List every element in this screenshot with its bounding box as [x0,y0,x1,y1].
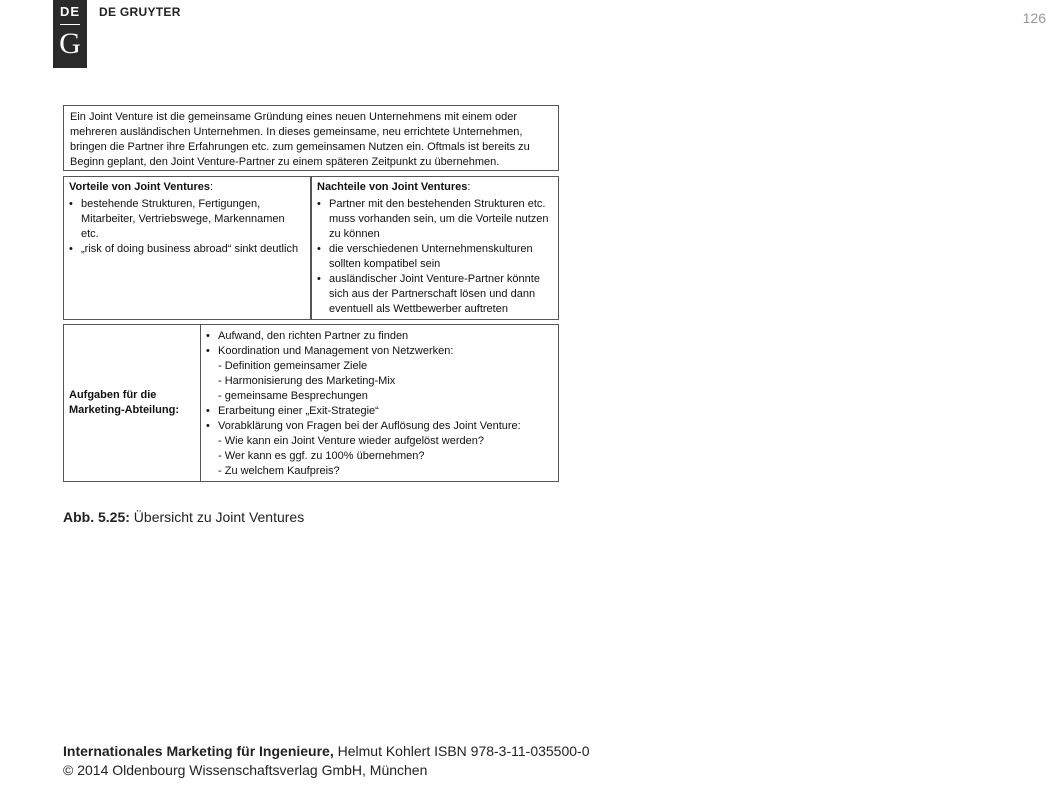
intro-box: Ein Joint Venture ist die gemeinsame Gründung eines neuen Unternehmens mit einem oder mehreren ausländischen Unternehmen. In dieses gemeinsame, neu errichtete Unternehmen, bringen die Partner ihre Erfahrungen etc. zum gemeinsamen Nutzen ein. Oftmals ist bereits zu Beginn geplant, den Joint Venture-Partner zu einem späteren Zeitpunkt zu übernehmen. [63,105,559,171]
sub-item: - Harmonisierung des Marketing-Mix [218,375,396,387]
cons-box: Nachteile von Joint Ventures: • Partner mit den bestehenden Strukturen etc. muss vorhanden sein, um die Vorteile nutzen zu können • die verschiedenen Unternehmenskulturen sollten kompatibel sein • ausländischer Joint Venture-Partner könnte sich aus der Partnerschaft lösen und dann eventuell als Wettbewerber auftreten [311,176,559,320]
cons-title: Nachteile von Joint Ventures [317,181,468,193]
caption-label: Abb. 5.25: [63,509,130,525]
sub-item: - gemeinsame Besprechungen [218,390,368,402]
list-item: • die verschiedenen Unternehmenskulturen sollten kompatibel sein [317,242,553,272]
sub-item: - Wie kann ein Joint Venture wieder aufgelöst werden? [218,435,484,447]
logo-bottom-text: G [59,27,81,60]
publisher-name: DE GRUYTER [99,5,181,19]
tasks-box [201,324,559,482]
list-item [206,344,553,404]
sub-item: - Wer kann es ggf. zu 100% übernehmen? [218,450,425,462]
tasks-label [63,324,201,482]
pros-box: Vorteile von Joint Ventures: • bestehende Strukturen, Fertigungen, Mitarbeiter, Vertriebswege, Markennamen etc. • „risk of doing business abroad“ sinkt deutlich [63,176,311,320]
copyright: © 2014 Oldenbourg Wissenschaftsverlag GmbH, München [63,762,428,778]
list-item: • Aufwand, den richten Partner zu finden [206,329,553,344]
tasks-label-text: Aufgaben für die Marketing-Abteilung: [69,389,179,416]
list-item: • bestehende Strukturen, Fertigungen, Mitarbeiter, Vertriebswege, Markennamen etc. [69,197,305,242]
list-item: • Partner mit den bestehenden Strukturen etc. muss vorhanden sein, um die Vorteile nutzen zu können [317,197,553,242]
book-info: Helmut Kohlert ISBN 978-3-11-035500-0 [337,743,590,759]
list-item [206,419,553,479]
sub-item: - Definition gemeinsamer Ziele [218,360,368,372]
de-gruyter-logo [53,0,87,68]
list-item: • Erarbeitung einer „Exit-Strategie“ [206,404,553,419]
pros-title: Vorteile von Joint Ventures [69,181,210,193]
list-item-text: • Vorabklärung von Fragen bei der Auflösung des Joint Venture: [218,420,521,432]
page-number: 126 [1022,10,1046,26]
list-item: • „risk of doing business abroad“ sinkt deutlich [69,242,305,257]
pros-list [69,197,305,257]
cons-list [317,197,553,317]
list-item-text: • Koordination und Management von Netzwerken: [218,345,454,357]
logo-divider [60,24,80,25]
footer [63,742,590,780]
caption-text: Übersicht zu Joint Ventures [133,509,305,525]
book-title: Internationales Marketing für Ingenieure, [63,743,334,759]
sub-item: - Zu welchem Kaufpreis? [218,465,340,477]
tasks-list [206,329,553,479]
list-item: • ausländischer Joint Venture-Partner könnte sich aus der Partnerschaft lösen und dann eventuell als Wettbewerber auftreten [317,272,553,317]
figure-caption [63,509,304,525]
logo-top-text: DE [59,4,81,19]
